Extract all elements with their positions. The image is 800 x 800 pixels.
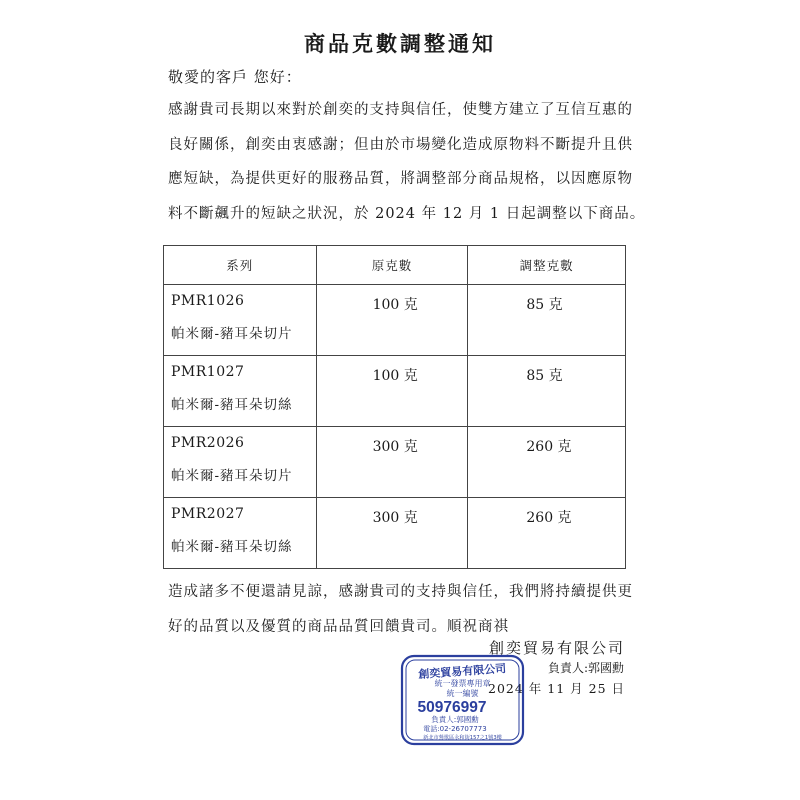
adjustment-table xyxy=(163,245,626,569)
adjusted-weight-cell xyxy=(468,356,626,427)
intro-line: 料不斷飆升的短缺之狀況，於 2024 年 12 月 1 日起調整以下商品。 xyxy=(168,205,646,222)
adjusted-weight: 85 克 xyxy=(526,368,563,384)
product-code: PMR2026 xyxy=(171,435,245,451)
adjusted-weight: 85 克 xyxy=(526,297,563,313)
stamp-line1: 統一發票專用章 xyxy=(434,679,491,688)
original-weight-cell xyxy=(316,498,468,569)
series-cell xyxy=(164,285,317,356)
stamp-company: 創奕貿易有限公司 xyxy=(417,661,507,682)
closing-paragraph xyxy=(168,575,634,644)
adjusted-weight: 260 克 xyxy=(526,439,572,455)
product-code: PMR2027 xyxy=(171,506,245,522)
signature-company: 創奕貿易有限公司 xyxy=(488,639,625,657)
header-original-weight: 原克數 xyxy=(316,246,468,285)
product-name: 帕米爾-豬耳朵切絲 xyxy=(171,397,293,413)
product-code: PMR1027 xyxy=(171,364,245,380)
intro-line: 應短缺，為提供更好的服務品質，將調整部分商品規格，以因應原物 xyxy=(168,171,633,187)
product-name: 帕米爾-豬耳朵切片 xyxy=(171,468,293,484)
table-row xyxy=(164,356,626,427)
closing-line: 造成諸多不便還請見諒，感謝貴司的支持與信任，我們將持續提供更 xyxy=(168,584,633,600)
series-cell xyxy=(164,498,317,569)
adjusted-weight-cell xyxy=(468,427,626,498)
header-adjusted-weight: 調整克數 xyxy=(468,246,626,285)
product-name: 帕米爾-豬耳朵切絲 xyxy=(171,539,293,555)
table-row xyxy=(164,427,626,498)
greeting: 敬愛的客戶 您好： xyxy=(168,68,302,86)
adjusted-weight-cell xyxy=(468,285,626,356)
original-weight-cell xyxy=(316,285,468,356)
table-row xyxy=(164,285,626,356)
closing-line: 好的品質以及優質的商品品質回饋貴司。順祝商祺 xyxy=(168,618,509,635)
stamp-number: 50976997 xyxy=(417,699,487,716)
original-weight: 300 克 xyxy=(372,510,418,526)
page-title: 商品克數調整通知 xyxy=(304,31,496,56)
stamp-owner: 負責人:郭國勳 xyxy=(431,715,479,724)
signature-date: 2024 年 11 月 25 日 xyxy=(488,681,625,696)
adjusted-weight: 260 克 xyxy=(526,510,572,526)
stamp-line2: 統一編號 xyxy=(446,689,479,698)
signature-person: 負責人:郭國勳 xyxy=(547,661,624,675)
product-code: PMR1026 xyxy=(171,293,245,309)
original-weight-cell xyxy=(316,356,468,427)
intro-paragraph xyxy=(168,93,646,231)
original-weight-cell xyxy=(316,427,468,498)
product-name: 帕米爾-豬耳朵切片 xyxy=(171,326,293,342)
original-weight: 100 克 xyxy=(372,297,418,313)
table-header-row xyxy=(164,246,626,285)
series-cell xyxy=(164,356,317,427)
original-weight: 100 克 xyxy=(372,368,418,384)
intro-line: 感謝貴司長期以來對於創奕的支持與信任，使雙方建立了互信互惠的 xyxy=(168,102,633,118)
series-cell xyxy=(164,427,317,498)
intro-line: 良好關係，創奕由衷感謝；但由於市場變化造成原物料不斷提升且供 xyxy=(168,136,633,153)
stamp-phone: 電話:02-26707773 xyxy=(423,725,487,733)
original-weight: 300 克 xyxy=(372,439,418,455)
adjusted-weight-cell xyxy=(468,498,626,569)
company-seal-stamp xyxy=(400,653,525,747)
table-row xyxy=(164,498,626,569)
header-series: 系列 xyxy=(164,246,317,285)
stamp-address: 新北市鶯歌區永和街157之1號3樓 xyxy=(423,735,502,741)
